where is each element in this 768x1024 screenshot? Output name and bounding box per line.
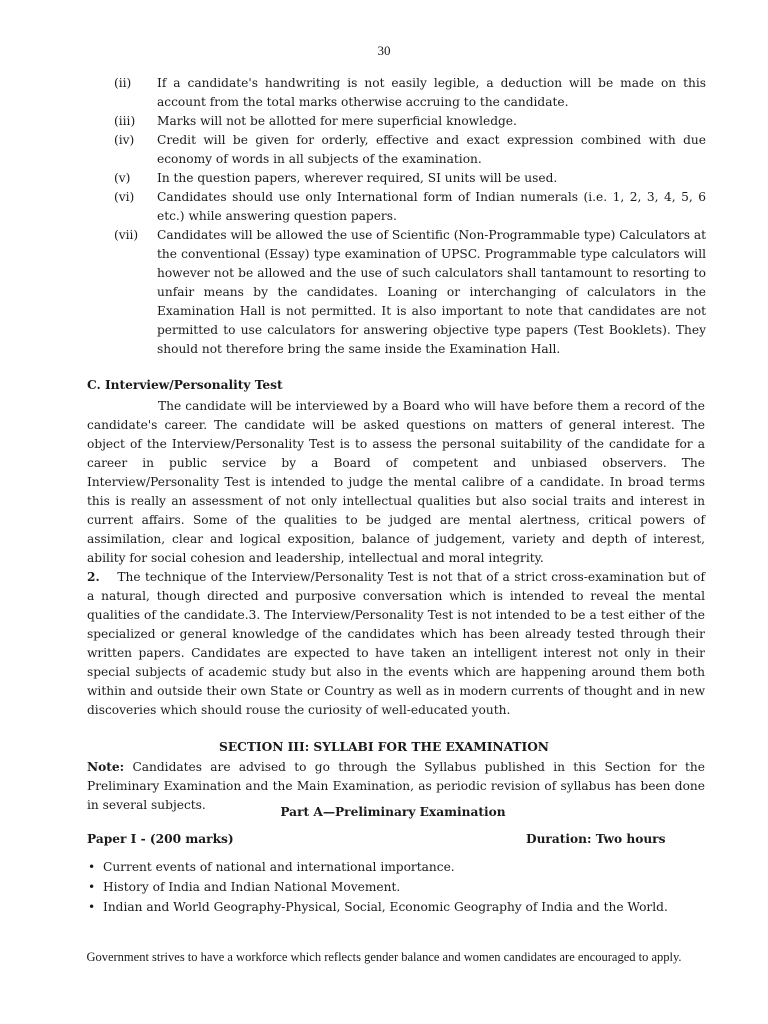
rule-number: (v) <box>114 171 131 185</box>
bullet-icon: • <box>88 900 96 914</box>
rule-number: (iii) <box>114 114 136 128</box>
page-footer: Government strives to have a workforce which reflects gender balance and women candidates are encouraged to apply. <box>86 950 682 964</box>
list-item-text: Indian and World Geography-Physical, Social, Economic Geography of India and the World. <box>103 900 668 914</box>
bullet-icon: • <box>88 880 96 894</box>
rule-text: Candidates will be allowed the use of Scientific (Non-Programmable type) Calculators at the conventional (Essay) type examination of UPSC. Programmable type calculators will however not be allowed and the use of such calculators shall tantamount to resorting to unfair means by the candidates. Loaning or interchanging of calculators in the Examination Hall is not permitted. It is also important to note that candidates are not permitted to use calculators for answering objective type papers (Test Booklets). They should not therefore bring the same inside the Examination Hall. <box>157 228 706 356</box>
section-iii-heading: SECTION III: SYLLABI FOR THE EXAMINATION <box>219 740 549 754</box>
rule-item <box>114 112 706 131</box>
rule-item <box>114 169 706 188</box>
page-number: 30 <box>377 43 391 58</box>
rule-item <box>114 226 706 359</box>
rule-number: (vi) <box>114 190 135 204</box>
paper-duration: Duration: Two hours <box>526 832 666 846</box>
part-a-heading: Part A—Preliminary Examination <box>280 805 506 819</box>
syllabus-list <box>87 857 707 917</box>
interview-paragraph-1: The candidate will be interviewed by a Board who will have before them a record of the candidate's career. The candidate will be asked questions on matters of general interest. The object of the Interview/Personality Test is to assess the personal suitability of the candidate for a career in public service by a Board of competent and unbiased observers. The Interview/Personality Test is intended to judge the mental calibre of a candidate. In broad terms this is really an assessment of not only intellectual qualities but also social traits and interest in current affairs. Some of the qualities to be judged are mental alertness, critical powers of assimilation, clear and logical exposition, balance of judgement, variety and depth of interest, ability for social cohesion and leadership, intellectual and moral integrity. <box>87 399 705 565</box>
paper-title: Paper I - (200 marks) <box>87 832 234 846</box>
list-item <box>87 877 707 897</box>
section-c-heading: C. Interview/Personality Test <box>87 378 283 392</box>
list-item-text: Current events of national and international importance. <box>103 860 455 874</box>
rule-text: Marks will not be allotted for mere superficial knowledge. <box>157 114 517 128</box>
rule-item <box>114 131 706 169</box>
interview-paragraph-2 <box>87 568 705 720</box>
rule-number: (vii) <box>114 228 139 242</box>
note-text: Candidates are advised to go through the Syllabus published in this Section for the Preliminary Examination and the Main Examination, as periodic revision of syllabus has been done in several subjects. <box>87 760 705 812</box>
rule-number: (ii) <box>114 76 132 90</box>
paragraph-number: 2. <box>87 570 100 584</box>
paragraph-text: The technique of the Interview/Personality Test is not that of a strict cross-examination but of a natural, though directed and purposive conversation which is intended to reveal the mental qualities of the candidate.3. The Interview/Personality Test is not intended to be a test either of the specialized or general knowledge of the candidates which has been already tested through their written papers. Candidates are expected to have taken an intelligent interest not only in their special subjects of academic study but also in the events which are happening around them both within and outside their own State or Country as well as in modern currents of thought and in new discoveries which should rouse the curiosity of well-educated youth. <box>87 570 705 717</box>
rule-number: (iv) <box>114 133 135 147</box>
rule-text: If a candidate's handwriting is not easily legible, a deduction will be made on this account from the total marks otherwise accruing to the candidate. <box>157 76 706 109</box>
rule-text: Credit will be given for orderly, effective and exact expression combined with due economy of words in all subjects of the examination. <box>157 133 706 166</box>
list-item-text: History of India and Indian National Movement. <box>103 880 401 894</box>
rule-text: In the question papers, wherever required, SI units will be used. <box>157 171 558 185</box>
note-label: Note: <box>87 760 125 774</box>
rule-text: Candidates should use only International form of Indian numerals (i.e. 1, 2, 3, 4, 5, 6 etc.) while answering question papers. <box>157 190 706 223</box>
rule-item <box>114 188 706 226</box>
rule-item <box>114 74 706 112</box>
list-item <box>87 857 707 877</box>
list-item <box>87 897 707 917</box>
bullet-icon: • <box>88 860 96 874</box>
